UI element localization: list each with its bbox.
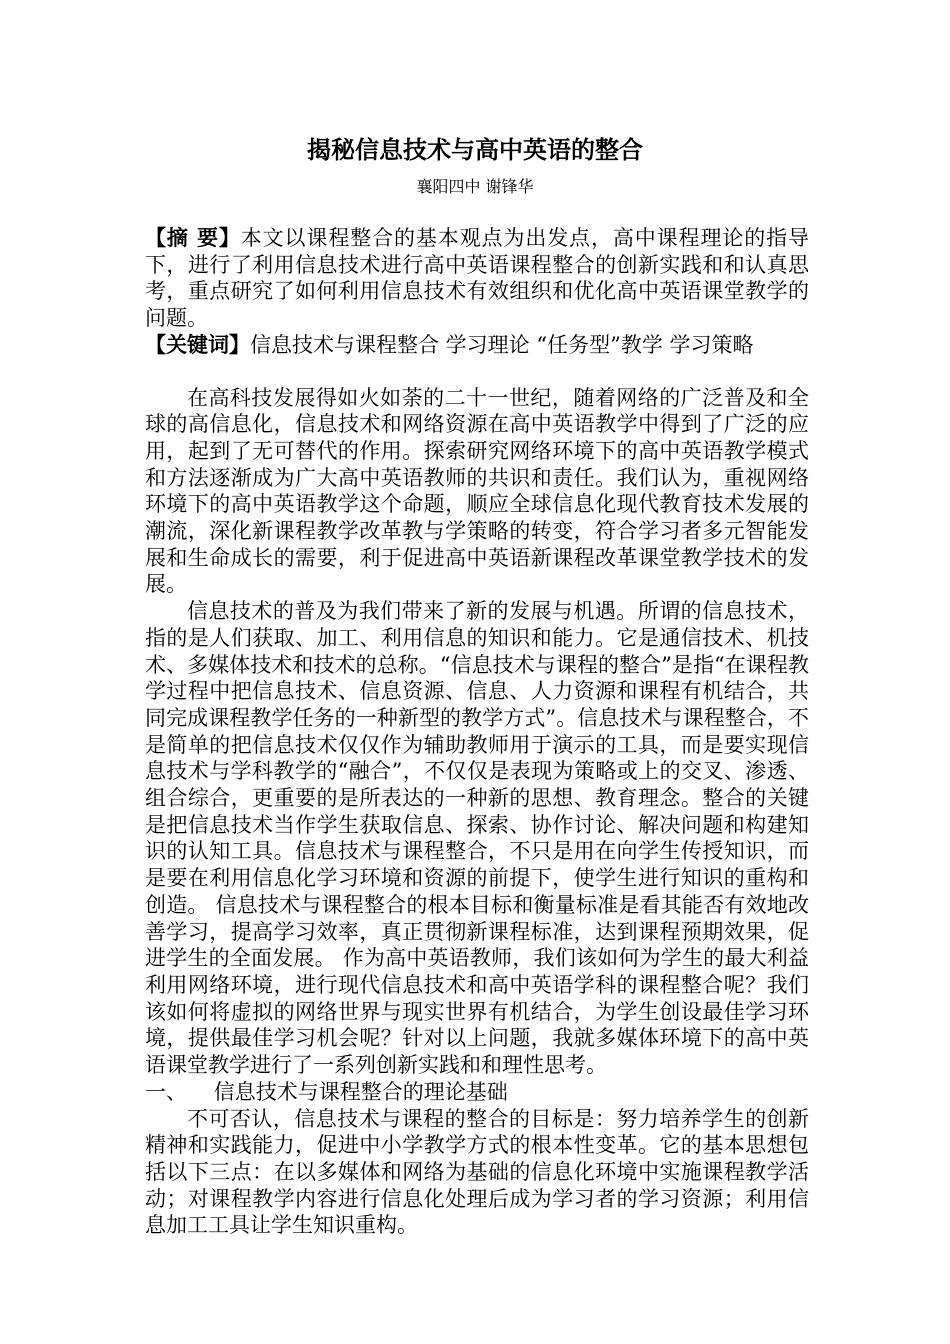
document-body bbox=[145, 225, 809, 1239]
section-number: 一、 bbox=[145, 1079, 187, 1104]
keywords bbox=[145, 332, 809, 359]
paragraph: 信息技术的普及为我们带来了新的发展与机遇。所谓的信息技术，指的是人们获取、加工、利用信息的知识和能力。它是通信技术、机技术、多媒体技术和技术的总称。“信息技术与课程的整合”是指“在课程教学过程中把信息技术、信息资源、信息、人力资源和课程有机结合，共同完成课程教学任务的一种新型的教学方式”。信息技术与课程整合，不是简单的把信息技术仅仅作为辅助教师用于演示的工具，而是要实现信息技术与学科教学的“融合”，不仅仅是表现为策略或上的交叉、渗透、组合综合，更重要的是所表达的一种新的思想、教育理念。整合的关键是把信息技术当作学生获取信息、探索、协作讨论、解决问题和构建知识的认知工具。信息技术与课程整合，不只是用在向学生传授知识，而是要在利用信息化学习环境和资源的前提下，使学生进行知识的重构和创造。 信息技术与课程整合的根本目标和衡量标准是看其能否有效地改善学习，提高学习效率，真正贯彻新课程标准，达到课程预期效果，促进学生的全面发展。 作为高中英语教师，我们该如何为学生的最大利益利用网络环境，进行现代信息技术和高中英语学科的课程整合呢？我们该如何将虚拟的网络世界与现实世界有机结合，为学生创设最佳学习环境，提供最佳学习机会呢？针对以上问题，我就多媒体环境下的高中英语课堂教学进行了一系列创新实践和和理性思考。 bbox=[145, 599, 809, 1078]
abstract-text: 本文以课程整合的基本观点为出发点，高中课程理论的指导下，进行了利用信息技术进行高中英语课程整合的创新实践和和认真思考，重点研究了如何利用信息技术有效组织和优化高中英语课堂教学的问题。 bbox=[145, 226, 810, 331]
section-title: 信息技术与课程整合的理论基础 bbox=[213, 1079, 508, 1104]
spacer bbox=[145, 359, 809, 385]
paragraph: 不可否认，信息技术与课程的整合的目标是：努力培养学生的创新精神和实践能力，促进中小学教学方式的根本性变革。它的基本思想包括以下三点：在以多媒体和网络为基础的信息化环境中实施课程教学活动；对课程教学内容进行信息化处理后成为学习者的学习资源；利用信息加工工具让学生知识重构。 bbox=[145, 1106, 809, 1238]
abstract-label: 【摘 要】 bbox=[145, 225, 241, 250]
abstract bbox=[145, 225, 809, 332]
document-title: 揭秘信息技术与高中英语的整合 bbox=[307, 136, 643, 164]
keywords-label: 【关键词】 bbox=[145, 331, 250, 357]
paragraph: 在高科技发展得如火如荼的二十一世纪，随着网络的广泛普及和全球的高信息化，信息技术和网络资源在高中英语教学中得到了广泛的应用，起到了无可替代的作用。探索研究网络环境下的高中英语教学模式和方法逐渐成为广大高中英语教师的共识和责任。我们认为，重视网络环境下的高中英语教学这个命题，顺应全球信息化现代教育技术发展的潮流，深化新课程教学改革教与学策略的转变，符合学习者多元智能发展和生命成长的需要，利于促进高中英语新课程改革课堂教学技术的发展。 bbox=[145, 385, 809, 597]
keywords-text: 信息技术与课程整合 学习理论 “任务型”教学 学习策略 bbox=[250, 332, 754, 357]
section-heading bbox=[145, 1079, 809, 1106]
author-line: 襄阳四中 谢锋华 bbox=[416, 177, 534, 196]
